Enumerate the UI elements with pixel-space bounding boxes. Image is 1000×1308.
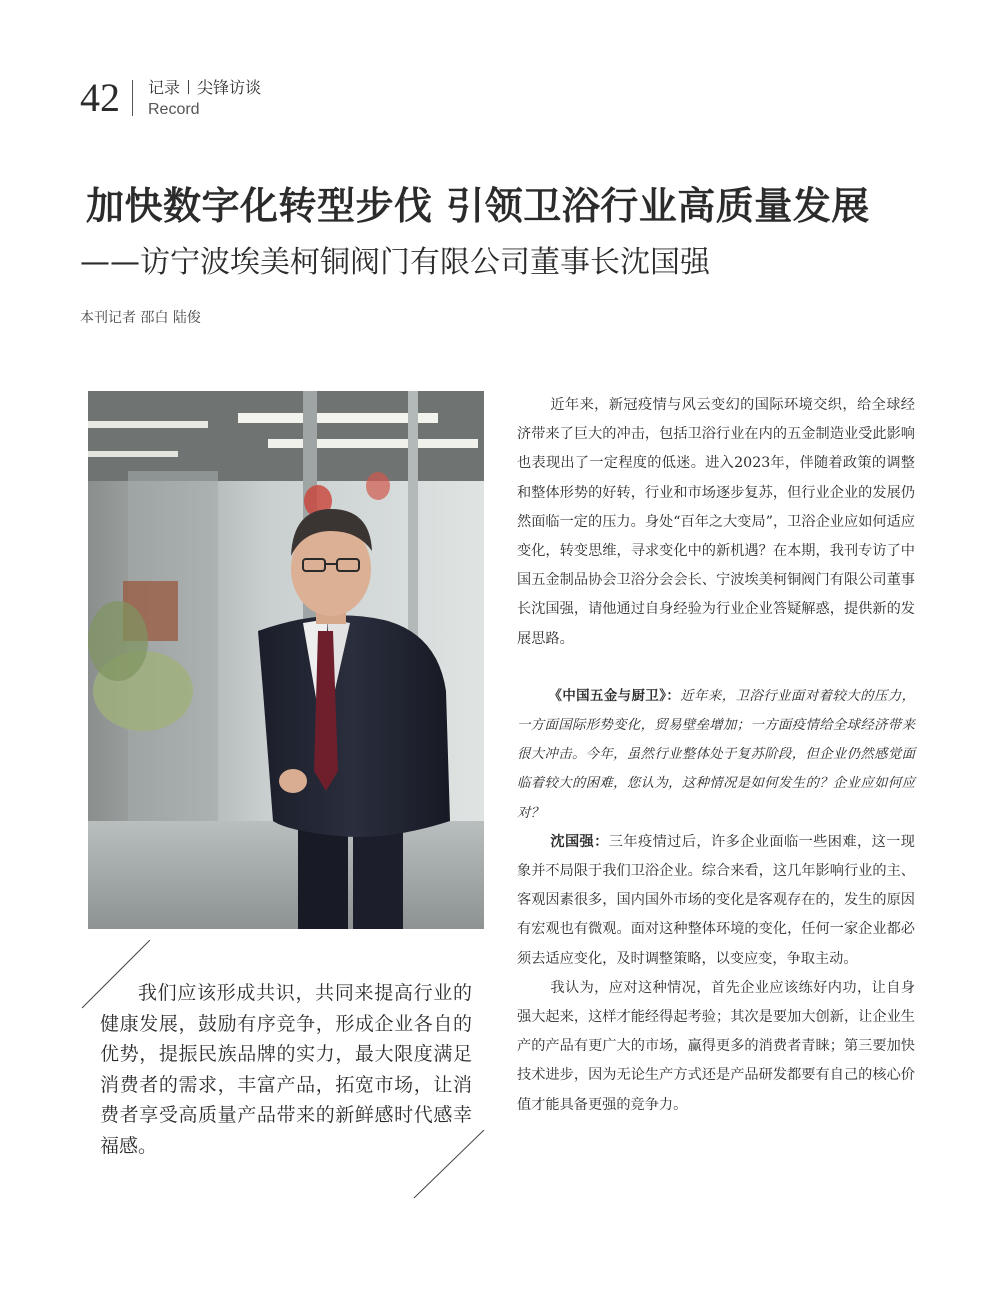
page-number: 42 [80, 75, 120, 120]
section-label [148, 78, 261, 98]
column-title: 尖锋访谈 [197, 78, 262, 97]
question-text: 近年来，卫浴行业面对着较大的压力，一方面国际形势变化，贸易壁垒增加；一方面疫情给全球经济带来很大冲击。今年，虽然行业整体处于复苏阶段，但企业仍然感觉面临着较大的困难，您认为，这种情况是如何发生的？企业应如何应对？ [517, 688, 916, 821]
section-title-en: Record [148, 101, 200, 118]
article-body [517, 391, 915, 1120]
interviewee-label: 沈国强： [550, 833, 609, 850]
portrait-photo [88, 391, 484, 929]
interviewer-label: 《中国五金与厨卫》： [548, 688, 681, 704]
answer-paragraph-2: 我认为，应对这种情况，首先企业应该练好内功，让自身强大起来，这样才能经得起考验；其次是要加大创新，让企业生产的产品有更广大的市场，赢得更多的消费者青睐；第三要加快技术进步，因为无论生产方式还是产品研发都要有自己的核心价值才能具备更强的竞争力。 [517, 979, 915, 1113]
intro-paragraph: 近年来，新冠疫情与风云变幻的国际环境交织，给全球经济带来了巨大的冲击，包括卫浴行业在内的五金制造业受此影响也表现出了一定程度的低迷。进入2023年，伴随着政策的调整和整体形势的好转，行业和市场逐步复苏，但行业企业的发展仍然面临一定的压力。身处“百年之大变局”，卫浴企业应如何适应变化，转变思维，寻求变化中的新机遇？在本期，我刊专访了中国五金制品协会卫浴分会会长、宁波埃美柯铜阀门有限公司董事长沈国强，请他通过自身经验为行业企业答疑解惑，提供新的发展思路。 [517, 397, 915, 647]
article-subtitle: ——访宁波埃美柯铜阀门有限公司董事长沈国强 [80, 245, 710, 280]
answer-paragraph [517, 828, 915, 974]
question-paragraph [517, 682, 915, 828]
answer-text: 三年疫情过后，许多企业面临一些困难，这一现象并不局限于我们卫浴企业。综合来看，这几年影响行业的主、客观因素很多，国内国外市场的变化是客观存在的，发生的原因有宏观也有微观。面对这种整体环境的变化，任何一家企业都必须去适应变化，及时调整策略，以变应变，争取主动。 [517, 833, 915, 967]
header-divider [132, 80, 133, 116]
byline: 本刊记者 邵白 陆俊 [80, 310, 201, 326]
pull-quote-text: 我们应该形成共识，共同来提高行业的健康发展，鼓励有序竞争，形成企业各自的优势，提振民族品牌的实力，最大限度满足消费者的需求，丰富产品，拓宽市场，让消费者享受高质量产品带来的新鲜感时代感幸福感。 [100, 982, 472, 1157]
section-separator [188, 80, 189, 94]
pull-quote [100, 978, 472, 1161]
paragraph-gap [517, 654, 915, 682]
section-title: 记录 [148, 78, 181, 97]
article-title: 加快数字化转型步伐 引领卫浴行业高质量发展 [86, 184, 870, 228]
portrait-photo-icon [88, 391, 484, 929]
